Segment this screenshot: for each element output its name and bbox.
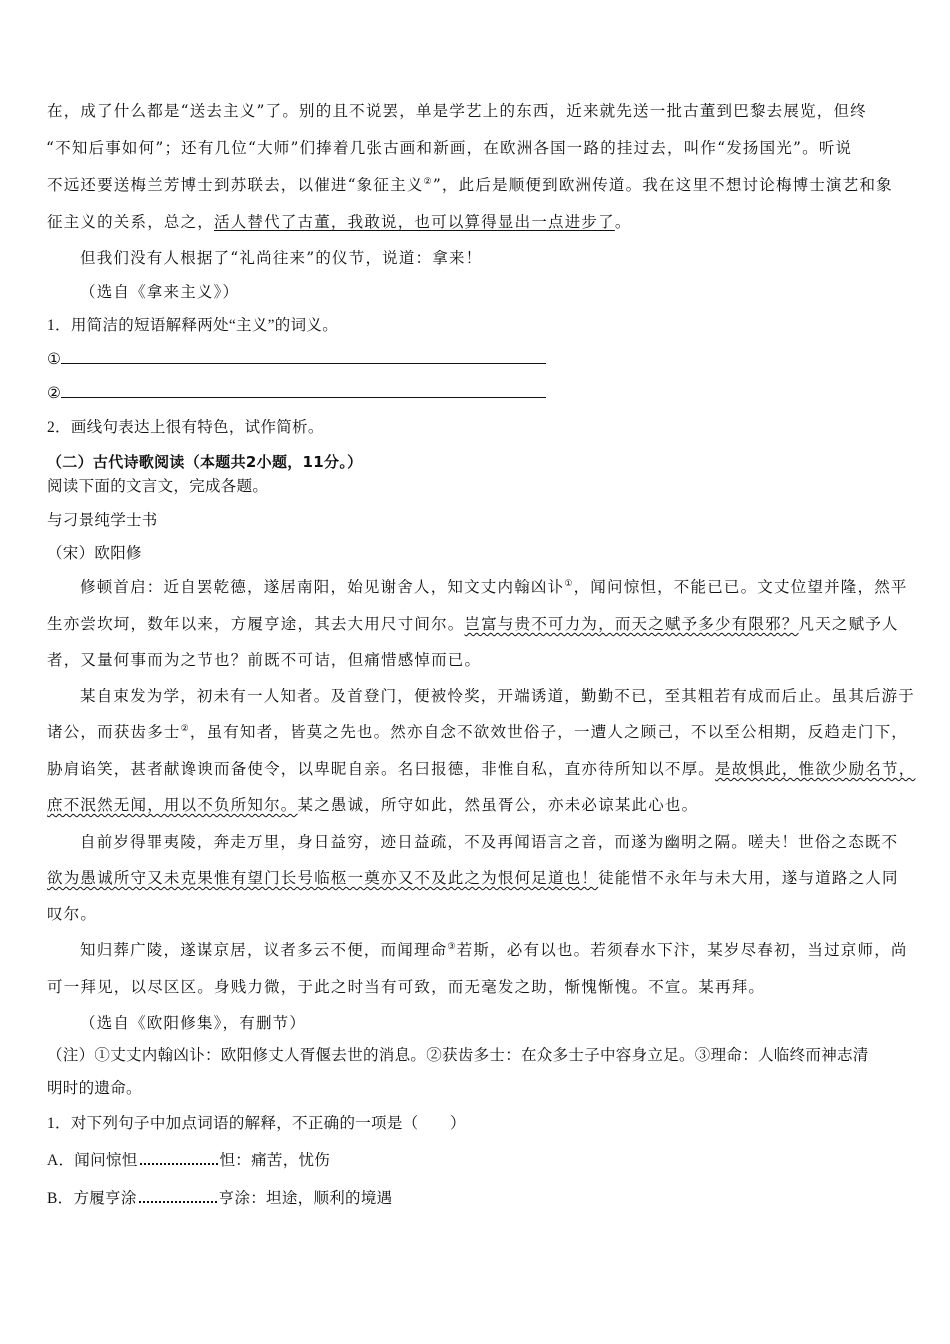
essay-title: 与刁景纯学士书 xyxy=(47,512,158,529)
answer-blank-2[interactable]: ② xyxy=(47,383,905,405)
question-mc-1: 1．对下列句子中加点词语的解释，不正确的一项是（ ） xyxy=(47,1115,466,1132)
emphasis-dots xyxy=(139,1191,217,1203)
wavy-underlined-sentence: 岂富与贵不可力为，而天之赋予多少有限邪？ xyxy=(464,615,799,633)
passage2-line: 诸公，而获齿多士②，虽有知者，皆莫之先也。然亦自念不欲效世俗子，一遭人之顾己，不以至公相期，反趋走门下， xyxy=(47,723,908,741)
essay-author: （宋）欧阳修 xyxy=(47,545,142,562)
emphasis-dots xyxy=(140,1153,218,1165)
passage1-line: 在，成了什么都是“送去主义”了。别的且不说罢，单是学艺上的东西，近来就先送一批古董到巴黎去展览，但终 xyxy=(47,102,867,120)
passage1-line: 但我们没有人根据了“礼尚往来”的仪节，说道：拿来！ xyxy=(80,249,483,267)
passage2-line: 欲为愚诚所守又未克果惟有望门长号临柩一奠亦又不及此之为恨何足道也！徒能惜不永年与未大用，遂与道路之人同 xyxy=(47,869,899,887)
option-b[interactable]: B．方履亨涂 亨涂：坦途，顺利的境遇 xyxy=(47,1190,393,1207)
footnote-marker: ② xyxy=(180,723,190,734)
answer-line[interactable] xyxy=(61,349,546,364)
passage2-line: 修顿首启：近自罢乾德，遂居南阳，始见谢舍人，知文丈内翰凶讣①，闻问惊怛，不能已已。文丈位望并隆，然平 xyxy=(80,578,908,596)
section-heading: （二）古代诗歌阅读（本题共2小题，11分。） xyxy=(47,453,363,471)
answer-blank-1[interactable]: ① xyxy=(47,349,905,371)
footnote-marker: ① xyxy=(564,578,574,589)
question-1: 1．用简洁的短语解释两处“主义”的词义。 xyxy=(47,317,339,334)
option-a[interactable]: A．闻问惊怛 怛：痛苦，忧伤 xyxy=(47,1152,331,1169)
wavy-underlined-sentence: 庶不泯然无闻，用以不负所知尔。 xyxy=(47,796,298,814)
underlined-sentence: 活人替代了古董，我敢说，也可以算得显出一点进步了 xyxy=(214,213,615,231)
passage1-line: 不远还要送梅兰芳博士到苏联去，以催进“象征主义②”，此后是顺便到欧洲传道。我在这里不想讨论梅博士演艺和象 xyxy=(47,176,893,194)
passage1-line: 征主义的关系，总之，活人替代了古董，我敢说，也可以算得显出一点进步了。 xyxy=(47,213,632,231)
notes-line: 明时的遗命。 xyxy=(47,1080,142,1097)
passage2-line: 知归葬广陵，遂谋京居，议者多云不便，而闻理命③若斯，必有以也。若须春水下汴，某岁尽春初，当过京师，尚 xyxy=(80,941,908,959)
footnote-marker: ③ xyxy=(447,941,457,952)
passage2-line: 生亦尝坎坷，数年以来，方履亨途，其去大用尺寸间尔。岂富与贵不可力为，而天之赋予多少有限邪？凡天之赋予人 xyxy=(47,615,899,633)
section-instruction: 阅读下面的文言文，完成各题。 xyxy=(47,478,269,495)
question-2: 2．画线句表达上很有特色，试作简析。 xyxy=(47,419,324,436)
passage2-line: 自前岁得罪夷陵，奔走万里，身日益穷，迹日益疏，不及再闻语言之音，而遂为幽明之隔。嗟夫！世俗之态既不 xyxy=(80,833,899,851)
passage2-line: 胁肩谄笑，甚者献谗谀而备使令，以卑昵自亲。名曰报德，非惟自私，直亦待所知以不厚。是故惧此，惟欲少励名节， xyxy=(47,760,916,778)
wavy-underlined-sentence: 欲为愚诚所守又未克果惟有望门长号临柩一奠亦又不及此之为恨何足道也！ xyxy=(47,869,599,887)
passage2-line: 某自束发为学，初未有一人知者。及首登门，便被怜奖，开端诱道，勤勤不已，至其粗若有成而后止。虽其后游于 xyxy=(80,687,916,705)
passage1-source: （选自《拿来主义》） xyxy=(80,283,240,301)
passage2-line: 叹尔。 xyxy=(47,905,98,923)
passage2-source: （选自《欧阳修集》，有删节） xyxy=(80,1014,307,1032)
answer-line[interactable] xyxy=(61,383,546,398)
notes-line: （注）①丈丈内翰凶讣：欧阳修丈人胥偃去世的消息。②获齿多士：在众多士子中容身立足。③理命：人临终而神志清 xyxy=(47,1047,869,1064)
wavy-underlined-sentence: 是故惧此，惟欲少励名节， xyxy=(715,760,916,778)
passage1-line: “不知后事如何”；还有几位“大师”们捧着几张古画和新画，在欧洲各国一路的挂过去，叫作“发扬国光”。听说 xyxy=(46,139,853,157)
footnote-marker: ② xyxy=(423,176,433,187)
passage2-line: 庶不泯然无闻，用以不负所知尔。某之愚诚，所守如此，然虽胥公，亦未必谅某此心也。 xyxy=(47,796,699,814)
passage2-line: 者，又量何事而为之节也？前既不可诘，但痛惜感悼而已。 xyxy=(47,651,482,669)
passage2-line: 可一拜见，以尽区区。身贱力微，于此之时当有可致，而无毫发之助，惭愧惭愧。不宣。某再拜。 xyxy=(47,978,766,996)
